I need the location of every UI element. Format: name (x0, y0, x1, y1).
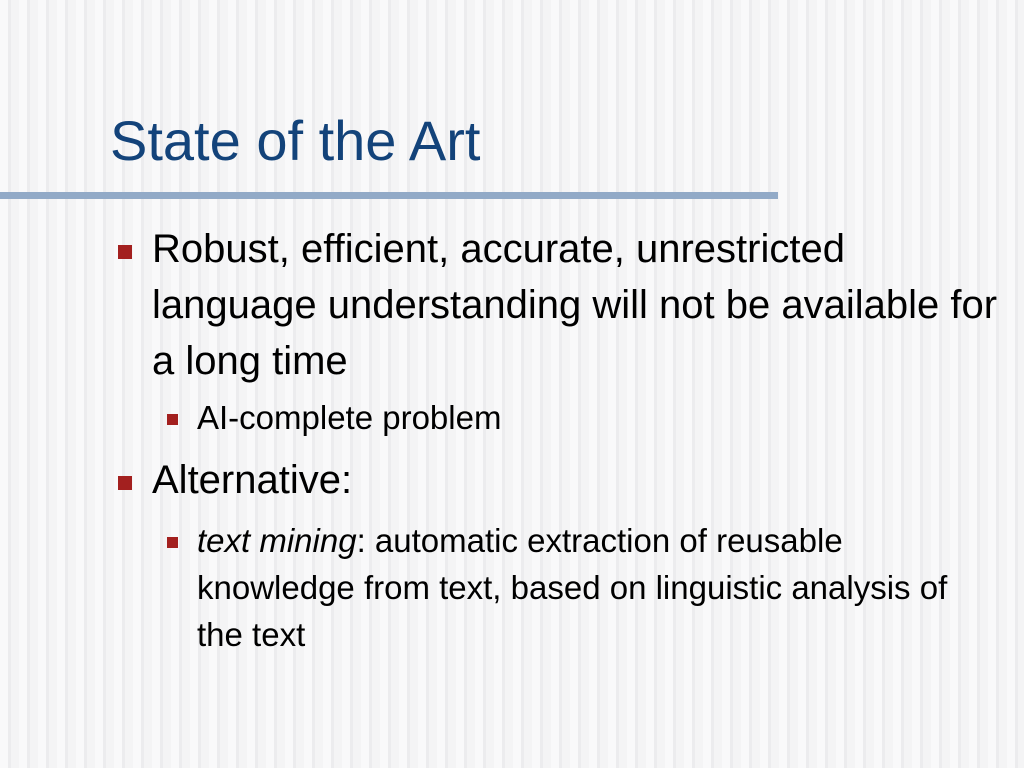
bullet-2-sub-1-text (197, 517, 997, 658)
square-bullet-icon (167, 537, 178, 548)
bullet-2-text: Alternative: (152, 458, 353, 502)
slide-title: State of the Art (110, 109, 481, 172)
square-bullet-icon (118, 476, 132, 490)
title-divider (0, 192, 778, 199)
square-bullet-icon (167, 414, 178, 425)
term-text-mining: text mining (197, 522, 357, 559)
square-bullet-icon (118, 245, 132, 259)
term-definition: : automatic extraction of reusable knowledge from text, based on linguistic analysis of the text (197, 522, 948, 653)
bullet-1-text: Robust, efficient, accurate, unrestricted language understanding will not be available for a long time (152, 227, 998, 383)
bullet-1-sub-1-text: AI-complete problem (197, 399, 502, 436)
